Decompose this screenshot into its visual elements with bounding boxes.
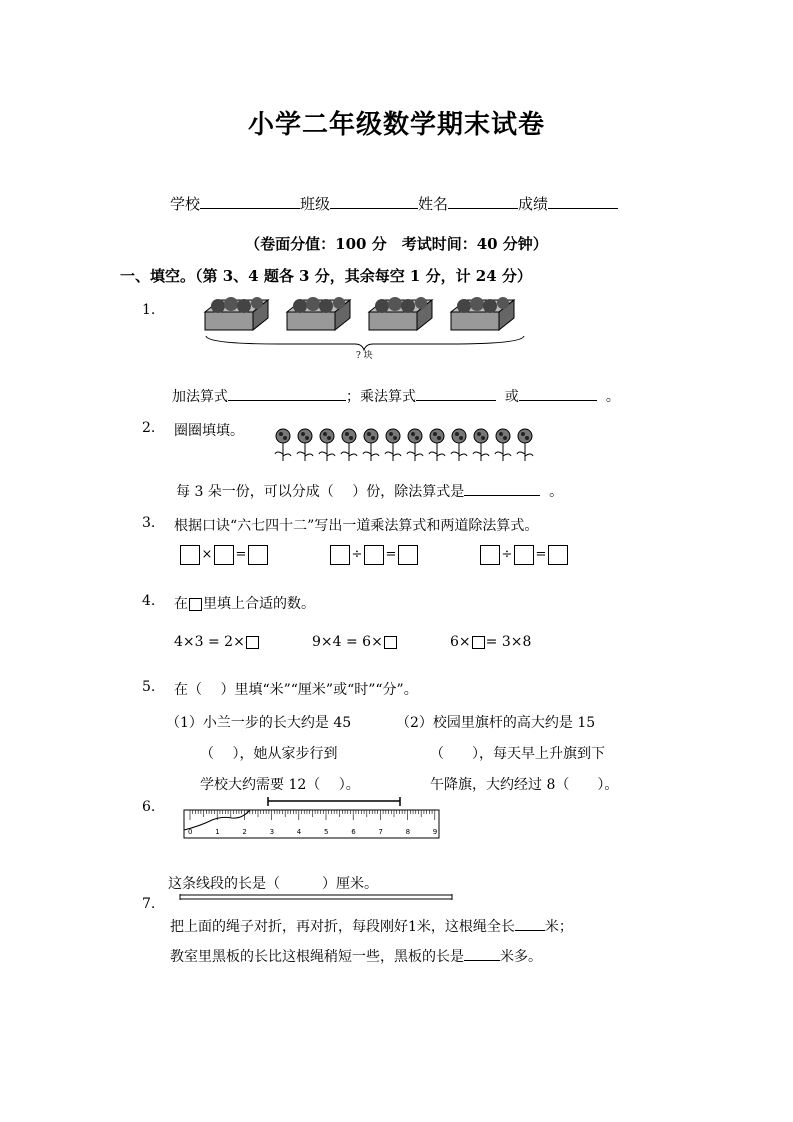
ruler-label: 1 <box>215 828 220 836</box>
q5-p1-line2: （ ），她从家步行到 <box>200 746 338 762</box>
ruler-label: 5 <box>324 828 329 836</box>
tray-2 <box>287 297 350 330</box>
score-label: 成绩 <box>518 195 549 213</box>
q3-box[interactable] <box>248 545 268 565</box>
q7-line2-unit: 米多。 <box>500 949 542 965</box>
ruler-label: 8 <box>405 828 411 836</box>
q7-rope-length-field[interactable] <box>515 916 545 931</box>
q5-p2-line2: （ ），每天早上升旗到下 <box>430 746 605 762</box>
flower <box>275 429 291 461</box>
flower <box>297 429 313 461</box>
flower <box>517 429 533 461</box>
q1-answer-line <box>172 386 620 406</box>
q2-text: 圈圈填填。 <box>174 423 244 439</box>
q2-answer-line <box>176 481 563 501</box>
q3-box[interactable] <box>514 545 534 565</box>
flower <box>429 429 445 461</box>
q2-period: 。 <box>549 484 564 500</box>
q7-line2-text: 教室里黑板的长比这根绳稍短一些，黑板的长是 <box>170 949 464 965</box>
equals-sign: = <box>385 547 397 562</box>
q6-number: 6. <box>142 799 156 815</box>
q4-box[interactable] <box>472 636 485 649</box>
q4-number: 4. <box>142 593 156 609</box>
tray-1 <box>205 297 268 330</box>
q4-eq2-text: 9×4 = 6× <box>312 634 383 650</box>
q4-eq3-text-b: = 3×8 <box>485 634 532 650</box>
equals-sign: = <box>235 547 247 562</box>
flowers-figure <box>272 428 542 464</box>
flower <box>473 429 489 461</box>
q7-board-length-field[interactable] <box>464 946 500 961</box>
q7-line1 <box>170 916 573 936</box>
divide-sign: ÷ <box>351 547 363 562</box>
q1-mul-field-a[interactable] <box>416 386 496 401</box>
flower <box>363 429 379 461</box>
q4-eq3 <box>450 634 531 650</box>
times-sign: × <box>201 547 213 562</box>
page-title: 小学二年级数学期末试卷 <box>247 110 545 140</box>
q4-box[interactable] <box>384 636 397 649</box>
q7-number: 7. <box>142 896 156 912</box>
q3-division-2 <box>480 544 568 565</box>
ruler-label: 4 <box>296 828 302 836</box>
school-label: 学校 <box>170 195 201 213</box>
flower <box>495 429 511 461</box>
q4-box[interactable] <box>246 636 259 649</box>
q2-number: 2. <box>142 420 156 436</box>
q1-or: 或 <box>504 389 519 405</box>
exam-note: （卷面分值：100 分 考试时间：40 分钟） <box>245 235 548 253</box>
equals-sign: = <box>535 547 547 562</box>
student-info-row <box>170 193 618 214</box>
q3-multiplication <box>180 544 268 565</box>
ruler-figure <box>182 796 444 842</box>
score-field[interactable] <box>548 194 618 209</box>
q5-number: 5. <box>142 679 156 695</box>
q3-box[interactable] <box>480 545 500 565</box>
divide-sign: ÷ <box>501 547 513 562</box>
q3-box[interactable] <box>364 545 384 565</box>
q1-add-label: 加法算式 <box>172 389 228 405</box>
flower <box>385 429 401 461</box>
class-field[interactable] <box>330 194 418 209</box>
section-heading: 一、填空。（第 3、4 题各 3 分，其余每空 1 分，计 24 分） <box>120 267 532 285</box>
ruler-label: 9 <box>432 828 438 836</box>
q1-period: 。 <box>605 389 620 405</box>
q3-text: 根据口诀“六七四十二”写出一道乘法算式和两道除法算式。 <box>174 518 539 534</box>
name-label: 姓名 <box>418 195 449 213</box>
q3-box[interactable] <box>180 545 200 565</box>
rope-figure <box>176 891 456 903</box>
brace-caption: ? 块 <box>356 351 373 361</box>
q4-eq1-text: 4×3 = 2× <box>174 634 245 650</box>
q1-semicolon: ； <box>346 389 360 405</box>
ruler-label: 0 <box>188 828 193 836</box>
flower <box>319 429 335 461</box>
tray-3 <box>369 297 432 330</box>
q2-line-text: 每 3 朵一份，可以分成（ ）份，除法算式是 <box>176 484 465 500</box>
ruler-label: 7 <box>378 828 383 836</box>
q4-text-b: 里填上合适的数。 <box>203 596 315 612</box>
tray-4 <box>451 297 514 330</box>
q1-mul-label: 乘法算式 <box>360 389 416 405</box>
q5-p1-line3: 学校大约需要 12（ ）。 <box>200 777 360 793</box>
ruler-label: 6 <box>351 828 356 836</box>
q7-line1-unit: 米； <box>544 919 573 935</box>
q1-mul-field-b[interactable] <box>519 386 597 401</box>
brace <box>206 336 524 350</box>
q6-text: 这条线段的长是（ ）厘米。 <box>168 876 378 892</box>
q1-number: 1. <box>142 302 156 318</box>
q3-box[interactable] <box>214 545 234 565</box>
q5-text: 在（ ）里填“米”“厘米”或“时”“分”。 <box>174 682 418 698</box>
q7-line2 <box>170 946 542 966</box>
flower <box>341 429 357 461</box>
q4-eq1 <box>174 634 260 650</box>
q4-eq3-text-a: 6× <box>450 634 471 650</box>
q5-p1-line1: （1）小兰一步的长大约是 45 <box>166 715 352 731</box>
ruler-label: 2 <box>242 828 247 836</box>
q1-add-field[interactable] <box>228 386 346 401</box>
q3-number: 3. <box>142 515 156 531</box>
q5-p2-line1: （2）校园里旗杆的高大约是 15 <box>396 715 596 731</box>
class-label: 班级 <box>300 195 331 213</box>
q3-box[interactable] <box>548 545 568 565</box>
q3-box[interactable] <box>330 545 350 565</box>
school-field[interactable] <box>200 194 300 209</box>
q4-eq2 <box>312 634 398 650</box>
q5-p2-line3: 午降旗，大约经过 8（ ）。 <box>430 777 619 793</box>
name-field[interactable] <box>448 194 518 209</box>
q2-division-field[interactable] <box>464 481 540 496</box>
q7-line1-text: 把上面的绳子对折，再对折，每段刚好1米，这根绳全长 <box>170 919 515 935</box>
flower <box>451 429 467 461</box>
cake-trays-figure <box>200 292 530 362</box>
q4-text-a: 在 <box>174 596 188 612</box>
q3-division-1 <box>330 544 418 565</box>
q4-box-example <box>189 598 202 611</box>
q4-text <box>174 593 315 613</box>
flower <box>407 429 423 461</box>
q3-box[interactable] <box>398 545 418 565</box>
ruler-label: 3 <box>269 828 275 836</box>
